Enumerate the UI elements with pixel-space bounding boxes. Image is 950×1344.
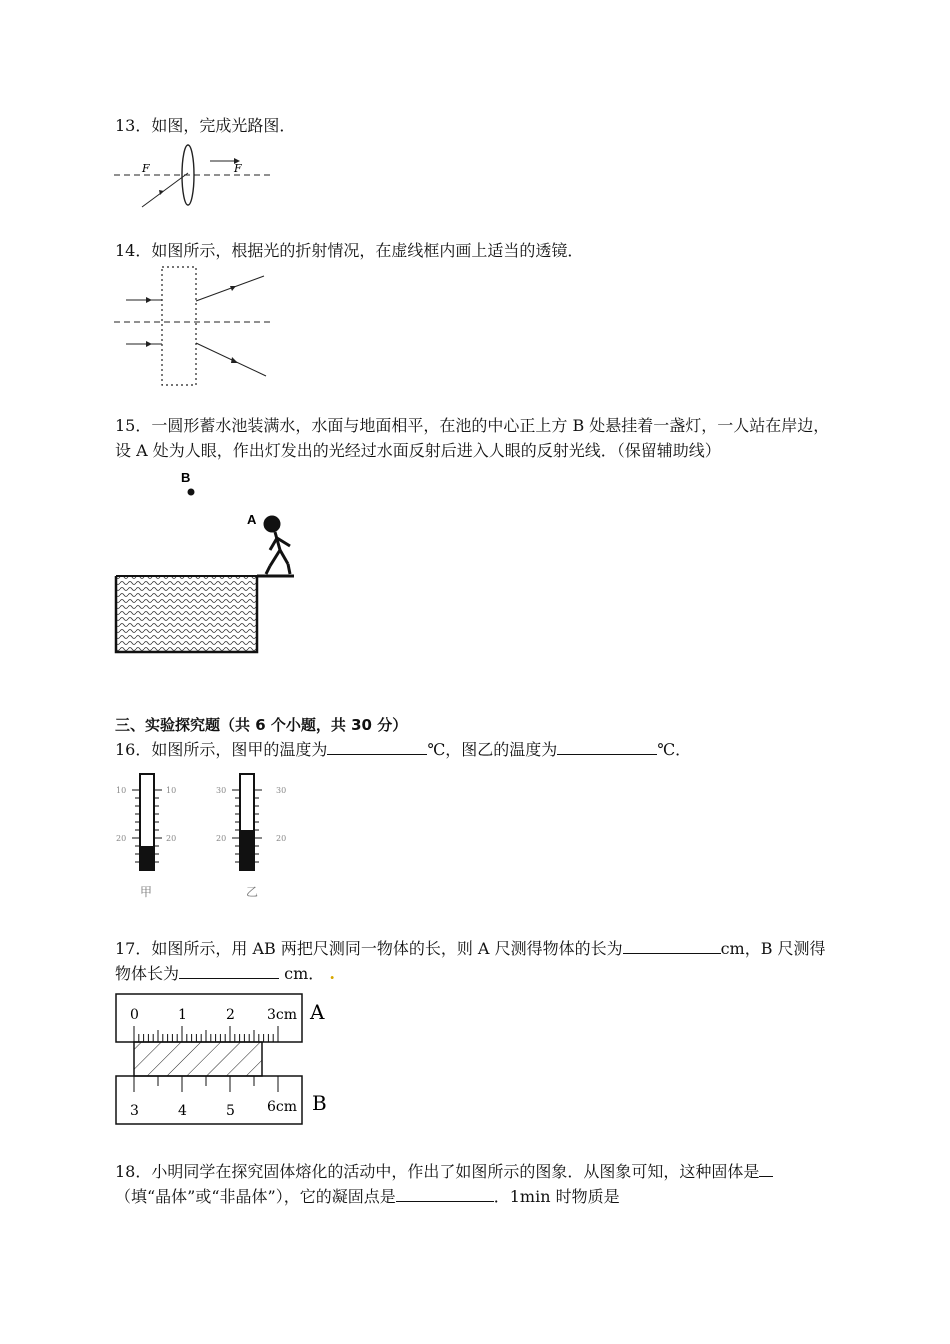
label-yi: 乙: [246, 885, 259, 899]
ruler-b-label: B: [312, 1091, 327, 1115]
q17-line2: [115, 964, 335, 984]
liquid-column-yi: [240, 830, 254, 870]
q17-line2-suffix: cm．: [279, 964, 325, 983]
q16-prefix: 16．如图所示，图甲的温度为: [115, 740, 328, 759]
ruler-a-tick-0: 0: [130, 1007, 139, 1023]
q16-text: [115, 740, 691, 760]
q18-line1: [115, 1162, 773, 1182]
lamp-point: [188, 489, 195, 496]
q16-mid: ℃，图乙的温度为: [427, 740, 558, 759]
q16-suffix: ℃．: [657, 740, 692, 759]
q15-line2: 设 A 处为人眼，作出灯发出的光经过水面反射后进入人眼的反射光线．（保留辅助线）: [115, 441, 721, 460]
person-figure: [265, 517, 290, 574]
water: [116, 576, 257, 652]
q16-blank-jia[interactable]: [327, 740, 427, 755]
q18-blank-type[interactable]: [759, 1162, 773, 1177]
focal-label-left: F: [142, 162, 150, 175]
tick-yi-bottom-left: 20: [216, 834, 227, 843]
label-jia: 甲: [140, 885, 153, 899]
q18-line2-prefix: （填“晶体”或“非晶体”），它的凝固点是: [115, 1187, 396, 1206]
liquid-column-jia: [140, 846, 154, 870]
tick-jia-bottom-right: 20: [166, 834, 177, 843]
q17-line1-prefix: 17．如图所示，用 AB 两把尺测同一物体的长，则 A 尺测得物体的长为: [115, 939, 623, 958]
tick-jia-top-right: 10: [166, 786, 177, 795]
ruler-a-tick-3: 3cm: [267, 1007, 298, 1023]
q18-line1-text: 18．小明同学在探究固体熔化的活动中，作出了如图所示的图象．从图象可知，这种固体是: [115, 1162, 760, 1181]
q17-dot: .: [329, 964, 335, 983]
q17-line1-suffix: cm，B 尺测得: [720, 939, 826, 958]
q13-text: 13．如图，完成光路图．: [115, 116, 296, 135]
q16-thermometers: [112, 770, 302, 904]
q13-lens-diagram: [112, 143, 277, 211]
tick-yi-top-left: 30: [216, 786, 227, 795]
thermometer-jia: [116, 774, 176, 899]
q18-line2: [115, 1187, 620, 1207]
label-b: B: [181, 470, 191, 485]
ruler-a-tick-1: 1: [178, 1007, 187, 1023]
ruler-b-tick-4: 4: [178, 1103, 187, 1119]
tick-yi-bottom-right: 20: [276, 834, 287, 843]
ruler-b-tick-3: 3: [130, 1103, 139, 1119]
q17-line1: [115, 939, 826, 959]
q18-blank-point[interactable]: [396, 1187, 494, 1202]
ruler-b-tick-5: 5: [226, 1103, 235, 1119]
q15-line1: 15．一圆形蓄水池装满水，水面与地面相平，在池的中心正上方 B 处悬挂着一盏灯，一人站在岸边，: [115, 416, 830, 435]
q18-line2-suffix: ．1min 时物质是: [493, 1187, 620, 1206]
thermometer-yi: [216, 774, 286, 899]
measured-object: [134, 1042, 262, 1076]
q15-pool-diagram: [112, 466, 302, 658]
dashed-box: [162, 267, 196, 385]
q17-rulers-diagram: [112, 992, 337, 1126]
section-title: 三、实验探究题（共 6 个小题，共 30 分）: [115, 716, 408, 734]
q14-text: 14．如图所示，根据光的折射情况，在虚线框内画上适当的透镜．: [115, 241, 584, 260]
q17-blank-a[interactable]: [623, 939, 721, 954]
q17-line2-prefix: 物体长为: [115, 964, 180, 983]
focal-label-right: F: [234, 162, 242, 175]
tick-yi-top-right: 30: [276, 786, 287, 795]
ruler-a-label: A: [310, 1000, 325, 1024]
tick-jia-top-left: 10: [116, 786, 127, 795]
ruler-a-tick-2: 2: [226, 1007, 235, 1023]
q17-blank-b[interactable]: [179, 964, 279, 979]
ruler-b-tick-6: 6cm: [267, 1099, 298, 1115]
q14-lens-box-diagram: [112, 264, 272, 388]
q16-blank-yi[interactable]: [557, 740, 657, 755]
label-a: A: [247, 512, 257, 527]
tick-jia-bottom-left: 20: [116, 834, 127, 843]
